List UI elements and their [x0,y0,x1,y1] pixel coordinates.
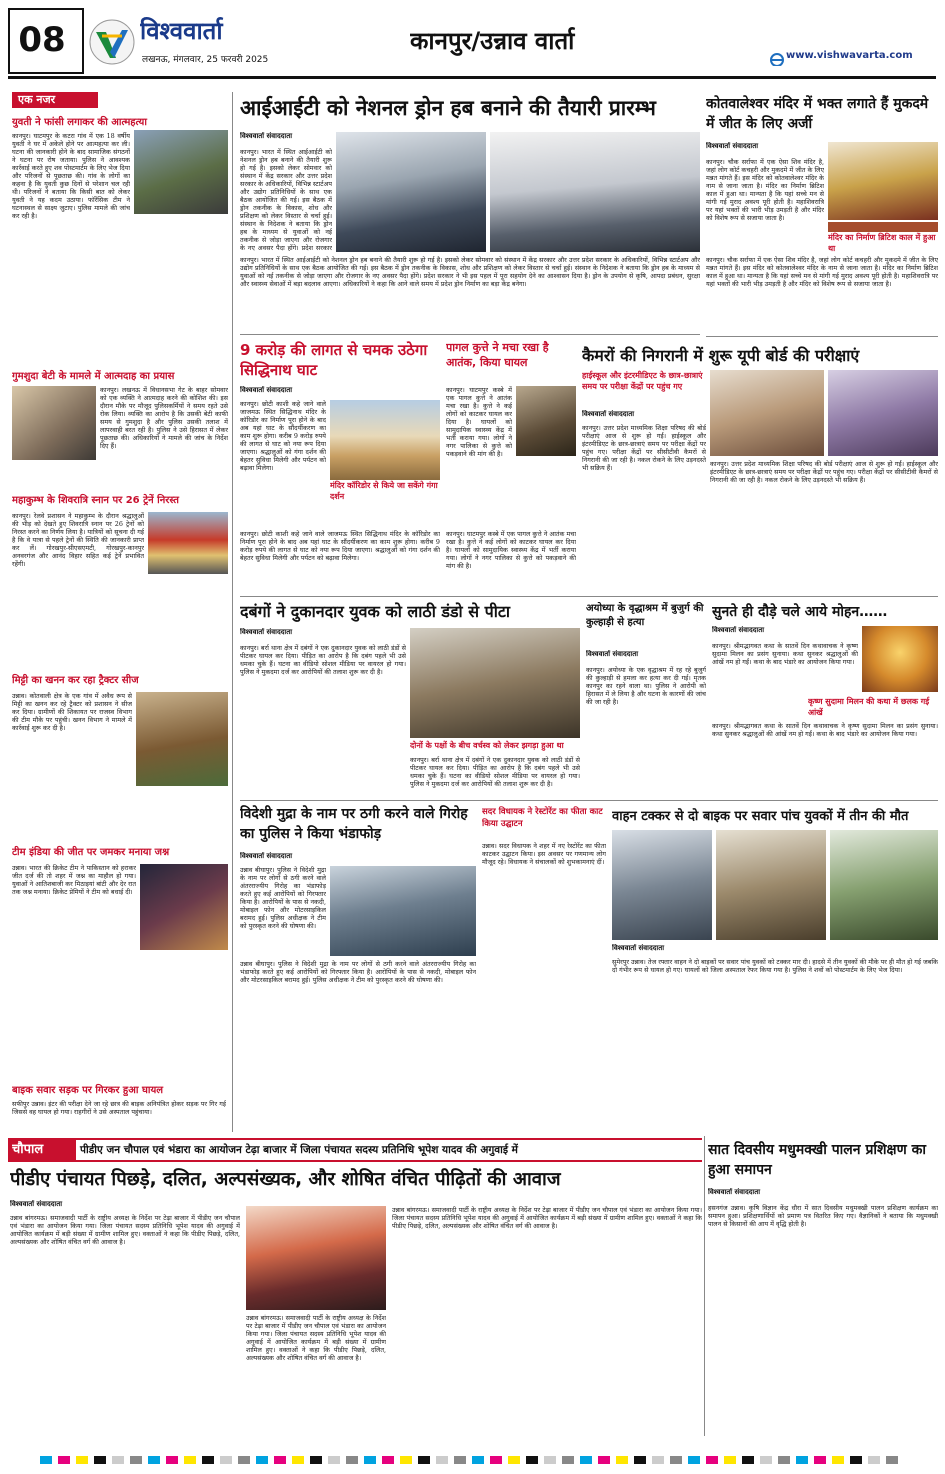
registration-mark [58,1456,70,1464]
drone-display-photo [490,132,700,252]
registration-mark [436,1456,448,1464]
temple-text-2: कानपुर। चौक सर्राफा में एक ऐसा शिव मंदिर है, जहां लोग कोर्ट कचहरी और मुकदमे में जीत के लिए मन्नत मांगते हैं। इस मंदिर को कोतवालेश्वर मंदिर के नाम से जाना जाता है। मंदिर का निर्माण ब्रिटिश काल में हुआ था। मान्यता है कि यहां सच्चे मन से मांगी गई मुराद अवश्य पूरी होती है। महाशिवरात्रि पर यहां भक्तों की भारी भीड़ उमड़ती है और मंदिर को विशेष रूप से सजाया जाता है। [706,256,938,288]
registration-mark [418,1456,430,1464]
bee-headline: सात दिवसीय मधुमक्खी पालन प्रशिक्षण का हुआ समापन [708,1142,926,1178]
fraud-photo [330,866,476,956]
registration-mark [580,1456,592,1464]
registration-mark [742,1456,754,1464]
registration-mark [634,1456,646,1464]
registration-mark [760,1456,772,1464]
chaupal-subhead: पीडीए जन चौपाल एवं भंडारा का आयोजन टेढ़ा बाजार में जिला पंचायत सदस्य प्रतिनिधि भूपेश यादव की अगुवाई में [76,1140,704,1160]
temple-photo [828,142,938,220]
brief-text-6: सफीपुर उन्नाव। इंटर की परीक्षा देने जा रहे छात्र की बाइक अनियंत्रित होकर सड़क पर गिर गई जिससे वह घायल हो गया। राहगीरों ने उसे अस्पताल पहुंचाया। [12,1100,226,1116]
drone-meeting-photo [336,132,486,252]
accident-headline: वाहन टक्कर से दो बाइक पर सवार पांच युवकों में तीन की मौत [612,809,909,824]
camera-byline: विश्ववार्ता संवाददाता [582,410,635,418]
mohan-text: कानपुर। श्रीमद्भागवत कथा के सातवें दिन कथावाचक ने कृष्ण सुदामा मिलन का प्रसंग सुनाया। कथा सुनकर श्रद्धालुओं की आंखें नम हो गईं। कथा के बाद भंडारे का आयोजन किया गया। [712,642,858,666]
registration-mark [76,1456,88,1464]
victim-photo-1 [612,830,712,940]
registration-mark [598,1456,610,1464]
place-date: लखनऊ, मंगलवार, 25 फरवरी 2025 [142,55,269,65]
registration-mark [202,1456,214,1464]
brief-headline-5: टीम इंडिया की जीत पर जमकर मनाया जश्न [12,847,170,858]
brief-text-2: कानपुर। लखनऊ में विधानसभा गेट के बाहर सोमवार को एक व्यक्ति ने आत्मदाह करने की कोशिश की। इस दौरान मौके पर मौजूद पुलिसकर्मियों ने समय रहते उसे रोक लिया। व्यक्ति का आरोप है कि उसकी बेटी काफी समय से गुमशुदा है और पुलिस उसकी तलाश में लापरवाही बरत रही है। पुलिस ने उसे हिरासत में लेकर पूछताछ की। अधिकारियों ने मामले की जांच के निर्देश दिए हैं। [100,386,228,450]
fraud-text-2: उन्नाव बीघापुर। पुलिस ने विदेशी मुद्रा के नाम पर लोगों से ठगी करने वाले अंतरराज्यीय गिरोह का भंडाफोड़ करते हुए कई आरोपियों को गिरफ्तार किया है। आरोपियों के पास से नकदी, मोबाइल फोन और मोटरसाइकिल बरामद हुई। पुलिस अधीक्षक ने टीम को पुरस्कृत करने की घोषणा की। [240,960,476,984]
registration-mark [832,1456,844,1464]
section-title: कानपुर/उन्नाव वार्ता [410,27,575,55]
registration-mark [238,1456,250,1464]
masthead [0,0,945,82]
soil-mining-photo [136,692,228,786]
ghat-headline: 9 करोड़ की लागत से चमक उठेगा सिद्धिनाथ घाट [240,341,428,379]
suicide-photo [134,130,228,214]
beating-text: कानपुर। बर्रा थाना क्षेत्र में दबंगों ने एक दुकानदार युवक को लाठी डंडों से पीटकर घायल कर दिया। पीड़ित का आरोप है कि दबंग पहले भी उसे धमका चुके हैं। घटना का वीडियो सोशल मीडिया पर वायरल हो गया। पुलिस ने मुकदमा दर्ज कर आरोपियों की तलाश शुरू कर दी है। [240,644,406,676]
beating-text-2: कानपुर। बर्रा थाना क्षेत्र में दबंगों ने एक दुकानदार युवक को लाठी डंडों से पीटकर घायल कर दिया। पीड़ित का आरोप है कि दबंग पहले भी उसे धमका चुके हैं। घटना का वीडियो सोशल मीडिया पर वायरल हो गया। पुलिस ने मुकदमा दर्ज कर आरोपियों की तलाश शुरू कर दी है। [410,756,580,788]
fraud-byline: विश्ववार्ता संवाददाता [240,852,293,860]
column-label: एक नजर [12,92,98,108]
registration-mark [868,1456,880,1464]
registration-mark [40,1456,52,1464]
brief-headline-1: युवती ने फांसी लगाकर की आत्महत्या [12,117,147,128]
mohan-text-2: कानपुर। श्रीमद्भागवत कथा के सातवें दिन कथावाचक ने कृष्ण सुदामा मिलन का प्रसंग सुनाया। कथा सुनकर श्रद्धालुओं की आंखें नम हो गईं। कथा के बाद भंडारे का आयोजन किया गया। [712,722,938,738]
registration-mark [688,1456,700,1464]
registration-mark [814,1456,826,1464]
registration-mark [130,1456,142,1464]
accident-byline: विश्ववार्ता संवाददाता [612,944,665,952]
registration-mark [886,1456,898,1464]
dog-text: कानपुर। घाटमपुर कस्बे में एक पागल कुत्ते ने आतंक मचा रखा है। कुत्ते ने कई लोगों को काटकर घायल कर दिया है। घायलों को सामुदायिक स्वास्थ्य केंद्र में भर्ती कराया गया। लोगों ने नगर पालिका से कुत्ते को पकड़वाने की मांग की है। [446,386,512,458]
fraud-text: उन्नाव बीघापुर। पुलिस ने विदेशी मुद्रा के नाम पर लोगों से ठगी करने वाले अंतरराज्यीय गिरोह का भंडाफोड़ करते हुए कई आरोपियों को गिरफ्तार किया है। आरोपियों के पास से नकदी, मोबाइल फोन और मोटरसाइकिल बरामद हुई। पुलिस अधीक्षक ने टीम को पुरस्कृत करने की घोषणा की। [240,866,326,930]
brief-headline-3: महाकुम्भ के शिवरात्रि स्नान पर 26 ट्रेनें निरस्त [12,495,179,506]
registration-mark [166,1456,178,1464]
temple-photo-2 [828,222,938,232]
lead-text-2: कानपुर। भारत में स्थित आईआईटी को नेशनल ड्रोन हब बनाने की तैयारी शुरू हो गई है। इसको लेकर सोमवार को संस्थान में केंद्र सरकार और उत्तर प्रदेश सरकार के अधिकारियों, विभिन्न स्टार्टअप और उद्योग प्रतिनिधियों के साथ एक बैठक आयोजित की गई। इस बैठक में ड्रोन तकनीक के विकास, शोध और प्रशिक्षण को लेकर विस्तार से चर्चा हुई। संस्थान के निदेशक ने बताया कि ड्रोन हब के माध्यम से युवाओं को नई तकनीक से जोड़ा जाएगा और रोजगार के नए अवसर पैदा होंगे। प्रदेश सरकार ने भी इस पहल में पूरा सहयोग देने का आश्वासन दिया है। ड्रोन के उपयोग से कृषि, आपदा प्रबंधन, सुरक्षा और स्वास्थ्य सेवाओं में बड़ा बदलाव आएगा। अधिकारियों ने कहा कि आने वाले समय में प्रदेश ड्रोन निर्माण का बड़ा केंद्र बनेगा। [240,256,700,288]
registration-mark [148,1456,160,1464]
elderly-headline: अयोध्या के वृद्धाश्रम में बुजुर्ग की कुल्हाड़ी से हत्या [586,603,704,628]
page-number: 08 [18,20,66,60]
victim-photo-2 [716,830,826,940]
restaurant-headline: सदर विधायक ने रेस्टोरेंट का फीता काट किया उद्घाटन [482,807,603,829]
registration-mark [292,1456,304,1464]
brief-text-3: कानपुर। रेलवे प्रशासन ने महाकुम्भ के दौरान श्रद्धालुओं की भीड़ को देखते हुए शिवरात्रि स्नान पर 26 ट्रेनों को निरस्त करने का निर्णय लिया है। यात्रियों को सूचना दी गई है कि वे यात्रा से पहले ट्रेनों की स्थिति की जानकारी प्राप्त कर लें। गोरखपुर-सीएसएमटी, गोरखपुर-कानपुर अनवरगंज और आनंद विहार सहित कई ट्रेनें प्रभावित रहेंगी। [12,512,144,568]
temple-caption: मंदिर का निर्माण ब्रिटिश काल में हुआ था [828,233,936,253]
brief-text-4: उन्नाव। कोतवाली क्षेत्र के एक गांव में अवैध रूप से मिट्टी का खनन कर रहे ट्रैक्टर को प्रशासन ने सीज कर दिया। ग्रामीणों की शिकायत पर राजस्व विभाग की टीम मौके पर पहुंची। खनन विभाग ने मामले में कार्रवाई शुरू कर दी है। [12,692,132,732]
camera-headline: कैमरों की निगरानी में शुरू यूपी बोर्ड की परीक्षाएं [582,346,860,365]
brief-headline-2: गुमशुदा बेटी के मामले में आत्मदाह का प्रयास [12,371,175,382]
mohan-caption: कृष्ण सुदामा मिलन की कथा में छलक गई आंखें [808,697,930,717]
registration-mark [724,1456,736,1464]
victim-photo-3 [830,830,938,940]
registration-mark [850,1456,862,1464]
pda-text-2: उन्नाव बांगरमऊ। समाजवादी पार्टी के राष्ट्रीय अध्यक्ष के निर्देश पर टेढ़ा बाजार में पीडीए जन चौपाल एवं भंडारा का आयोजन किया गया। जिला पंचायत सदस्य प्रतिनिधि भूपेश यादव की अगुवाई में आयोजित कार्यक्रम में बड़ी संख्या में ग्रामीण शामिल हुए। वक्ताओं ने कहा कि पीडीए पिछड़े, दलित, अल्पसंख्यक और शोषित वंचित वर्ग की आवाज है। [246,1314,386,1362]
temple-headline: कोतवालेश्वर मंदिर में भक्त लगाते हैं मुकदमे में जीत के लिए अर्जी [706,96,929,132]
registration-mark [94,1456,106,1464]
registration-mark [670,1456,682,1464]
mohan-photo [862,626,938,692]
registration-mark [616,1456,628,1464]
dog-headline: पागल कुत्ते ने मचा रखा है आतंक, किया घायल [446,341,549,369]
registration-mark [778,1456,790,1464]
ghat-byline: विश्ववार्ता संवाददाता [240,386,293,394]
registration-mark [454,1456,466,1464]
registration-mark [526,1456,538,1464]
registration-strip [0,1446,945,1474]
registration-mark [364,1456,376,1464]
beating-headline: दबंगों ने दुकानदार युवक को लाठी डंडो से पीटा [240,602,511,621]
brief-headline-6: बाइक सवार सड़क पर गिरकर हुआ घायल [12,1085,164,1096]
chaupal-photo [246,1206,386,1310]
restaurant-text: उन्नाव। सदर विधायक ने शहर में नए रेस्टोरेंट का फीता काटकर उद्घाटन किया। इस अवसर पर गणमान्य लोग मौजूद रहे। विधायक ने संचालकों को शुभकामनाएं दीं। [482,842,606,866]
dog-text-2: कानपुर। घाटमपुर कस्बे में एक पागल कुत्ते ने आतंक मचा रखा है। कुत्ते ने कई लोगों को काटकर घायल कर दिया है। घायलों को सामुदायिक स्वास्थ्य केंद्र में भर्ती कराया गया। लोगों ने नगर पालिका से कुत्ते को पकड़वाने की मांग की है। [446,530,576,570]
camera-text: कानपुर। उत्तर प्रदेश माध्यमिक शिक्षा परिषद की बोर्ड परीक्षाएं आज से शुरू हो गईं। हाईस्कूल और इंटरमीडिएट के छात्र-छात्राएं समय पर परीक्षा केंद्रों पर पहुंच गए। परीक्षा केंद्रों पर सीसीटीवी कैमरों से निगरानी की जा रही है। नकल रोकने के लिए उड़नदस्ते भी सक्रिय हैं। [582,424,706,472]
brief-text-1: कानपुर। घाटमपुर के कटरा गांव में एक 18 वर्षीय युवती ने घर में अकेले होने पर आत्महत्या कर ली। घटना की जानकारी होने के बाद सामाजिक संगठनों ने घटना पर रोष जताया। पुलिस ने आवश्यक कार्रवाई करते हुए शव पोस्टमार्टम के लिए भेज दिया और परिजनों से पूछताछ की। गांव के लोगों का कहना है कि युवती कुछ दिनों से परेशान चल रही थी। परिजनों ने बताया कि किसी बात को लेकर युवती ने यह कदम उठाया। फॉरेंसिक टीम ने घटनास्थल से साक्ष्य जुटाए। पुलिस मामले की जांच कर रही है। [12,132,130,220]
pda-byline: विश्ववार्ता संवाददाता [10,1200,63,1208]
train-photo [148,512,228,574]
website-link[interactable]: www.vishwavarta.com [786,50,913,61]
beating-caption: दोनों के पक्षों के बीच वर्चस्व को लेकर झगड़ा हुआ था [410,741,564,750]
registration-mark [796,1456,808,1464]
bee-byline: विश्ववार्ता संवाददाता [708,1188,761,1196]
beating-byline: विश्ववार्ता संवाददाता [240,628,293,636]
registration-mark [220,1456,232,1464]
exam-photo-2 [828,370,938,456]
paper-name: विश्ववार्ता [140,17,223,45]
lead-text-1: कानपुर। भारत में स्थित आईआईटी को नेशनल ड्रोन हब बनाने की तैयारी शुरू हो गई है। इसको लेकर सोमवार को संस्थान में केंद्र सरकार और उत्तर प्रदेश सरकार के अधिकारियों, विभिन्न स्टार्टअप और उद्योग प्रतिनिधियों के साथ एक बैठक आयोजित की गई। इस बैठक में ड्रोन तकनीक के विकास, शोध और प्रशिक्षण को लेकर विस्तार से चर्चा हुई। संस्थान के निदेशक ने बताया कि ड्रोन हब के माध्यम से युवाओं को नई तकनीक से जोड़ा जाएगा और रोजगार के नए अवसर पैदा होंगे। प्रदेश सरकार [240,148,332,252]
temple-text: कानपुर। चौक सर्राफा में एक ऐसा शिव मंदिर है, जहां लोग कोर्ट कचहरी और मुकदमे में जीत के लिए मन्नत मांगते हैं। इस मंदिर को कोतवालेश्वर मंदिर के नाम से जाना जाता है। मंदिर का निर्माण ब्रिटिश काल में हुआ था। मान्यता है कि यहां सच्चे मन से मांगी गई मुराद अवश्य पूरी होती है। महाशिवरात्रि पर यहां भक्तों की भारी भीड़ उमड़ती है और मंदिर को विशेष रूप से सजाया जाता है। [706,158,824,222]
ie-icon [770,52,784,66]
registration-mark [472,1456,484,1464]
protest-photo [12,386,96,460]
registration-mark [310,1456,322,1464]
registration-mark [400,1456,412,1464]
registration-mark [562,1456,574,1464]
dog-photo [516,386,576,456]
registration-mark [508,1456,520,1464]
ghat-caption: मंदिर कॉरिडोर से किये जा सकेंगे गंगा दर्शन [330,481,438,501]
paper-logo-icon [88,18,136,66]
mohan-byline: विश्ववार्ता संवाददाता [712,626,765,634]
pda-text-1: उन्नाव बांगरमऊ। समाजवादी पार्टी के राष्ट्रीय अध्यक्ष के निर्देश पर टेढ़ा बाजार में पीडीए जन चौपाल एवं भंडारा का आयोजन किया गया। जिला पंचायत सदस्य प्रतिनिधि भूपेश यादव की अगुवाई में आयोजित कार्यक्रम में बड़ी संख्या में ग्रामीण शामिल हुए। वक्ताओं ने कहा कि पीडीए पिछड़े, दलित, अल्पसंख्यक और शोषित वंचित वर्ग की आवाज है। [10,1214,240,1246]
registration-mark [382,1456,394,1464]
registration-mark [346,1456,358,1464]
registration-mark [274,1456,286,1464]
registration-mark [706,1456,718,1464]
elderly-text: कानपुर। अयोध्या के एक वृद्धाश्रम में रह रहे बुजुर्ग की कुल्हाड़ी से हमला कर हत्या कर दी गई। मृतक कानपुर का रहने वाला था। पुलिस ने आरोपी को हिरासत में ले लिया है और घटना के कारणों की जांच की जा रही है। [586,666,706,706]
beating-photo [410,628,580,738]
registration-mark [544,1456,556,1464]
mohan-headline: सुनते ही दौड़े चले आये मोहन…… [712,604,888,620]
chaupal-label: चौपाल [12,1142,44,1157]
lead-headline: आईआईटी को नेशनल ड्रोन हब बनाने की तैयारी प्रारम्भ [240,96,656,120]
pda-text-3: उन्नाव बांगरमऊ। समाजवादी पार्टी के राष्ट्रीय अध्यक्ष के निर्देश पर टेढ़ा बाजार में पीडीए जन चौपाल एवं भंडारा का आयोजन किया गया। जिला पंचायत सदस्य प्रतिनिधि भूपेश यादव की अगुवाई में आयोजित कार्यक्रम में बड़ी संख्या में ग्रामीण शामिल हुए। वक्ताओं ने कहा कि पीडीए पिछड़े, दलित, अल्पसंख्यक और शोषित वंचित वर्ग की आवाज है। [392,1206,702,1230]
registration-mark [328,1456,340,1464]
temple-byline: विश्ववार्ता संवाददाता [706,142,759,150]
registration-mark [112,1456,124,1464]
accident-text: सुमेरपुर उन्नाव। तेज रफ्तार वाहन ने दो बाइकों पर सवार पांच युवकों को टक्कर मार दी। हादसे में तीन युवकों की मौके पर ही मौत हो गई जबकि दो गंभीर रूप से घायल हो गए। घायलों को जिला अस्पताल रेफर किया गया है। पुलिस ने शवों को पोस्टमार्टम के लिए भेज दिया। [612,958,938,974]
exam-photo-1 [710,370,824,456]
bee-text: हसनगंज उन्नाव। कृषि विज्ञान केंद्र धौरा में सात दिवसीय मधुमक्खी पालन प्रशिक्षण कार्यक्रम का समापन हुआ। प्रशिक्षणार्थियों को प्रमाण पत्र वितरित किए गए। वैज्ञानिकों ने बताया कि मधुमक्खी पालन से किसानों की आय में वृद्धि होती है। [708,1204,938,1228]
ghat-text-2: कानपुर। छोटी काशी कहे जाने वाले जाजमऊ स्थित सिद्धिनाथ मंदिर के कॉरिडोर का निर्माण पूरा होने के बाद अब यहां घाट के सौंदर्यीकरण का काम शुरू होगा। करीब 9 करोड़ रुपये की लागत से घाट को नया रूप दिया जाएगा। श्रद्धालुओं को गंगा दर्शन की बेहतर सुविधा मिलेगी और पर्यटन को बढ़ावा मिलेगा। [240,530,440,562]
camera-text-2: कानपुर। उत्तर प्रदेश माध्यमिक शिक्षा परिषद की बोर्ड परीक्षाएं आज से शुरू हो गईं। हाईस्कूल और इंटरमीडिएट के छात्र-छात्राएं समय पर परीक्षा केंद्रों पर पहुंच गए। परीक्षा केंद्रों पर सीसीटीवी कैमरों से निगरानी की जा रही है। नकल रोकने के लिए उड़नदस्ते भी सक्रिय हैं। [710,460,938,484]
brief-headline-4: मिट्टी का खनन कर रहा ट्रैक्टर सीज [12,675,139,686]
elderly-byline: विश्ववार्ता संवाददाता [586,650,639,658]
fraud-headline: विदेशी मुद्रा के नाम पर ठगी करने वाले गिरोह का पुलिस ने किया भंडाफोड़ [240,806,468,842]
registration-mark [256,1456,268,1464]
pda-headline: पीडीए पंचायत पिछड़े, दलित, अल्पसंख्यक, और शोषित वंचित पीढ़ितों की आवाज [10,1169,561,1190]
lead-byline: विश्ववार्ता संवाददाता [240,132,293,140]
ek-nazar-column [8,92,230,1132]
registration-mark [490,1456,502,1464]
registration-mark [184,1456,196,1464]
celebration-photo [140,864,228,950]
registration-mark [652,1456,664,1464]
camera-subhead: हाईस्कूल और इंटरमीडिएट के छात्र-छात्राएं समय पर परीक्षा केंद्रों पर पहुंच गए [582,371,703,391]
ghat-photo [330,400,440,480]
ghat-text: कानपुर। छोटी काशी कहे जाने वाले जाजमऊ स्थित सिद्धिनाथ मंदिर के कॉरिडोर का निर्माण पूरा होने के बाद अब यहां घाट के सौंदर्यीकरण का काम शुरू होगा। करीब 9 करोड़ रुपये की लागत से घाट को नया रूप दिया जाएगा। श्रद्धालुओं को गंगा दर्शन की बेहतर सुविधा मिलेगी और पर्यटन को बढ़ावा मिलेगा। [240,400,326,472]
brief-text-5: उन्नाव। भारत की क्रिकेट टीम ने पाकिस्तान को हराकर जीत दर्ज की तो शहर में जश्न का माहौल हो गया। युवाओं ने आतिशबाजी कर मिठाइयां बांटी और देर रात तक जश्न मनाया। क्रिकेट प्रेमियों ने टीम को बधाई दी। [12,864,136,896]
